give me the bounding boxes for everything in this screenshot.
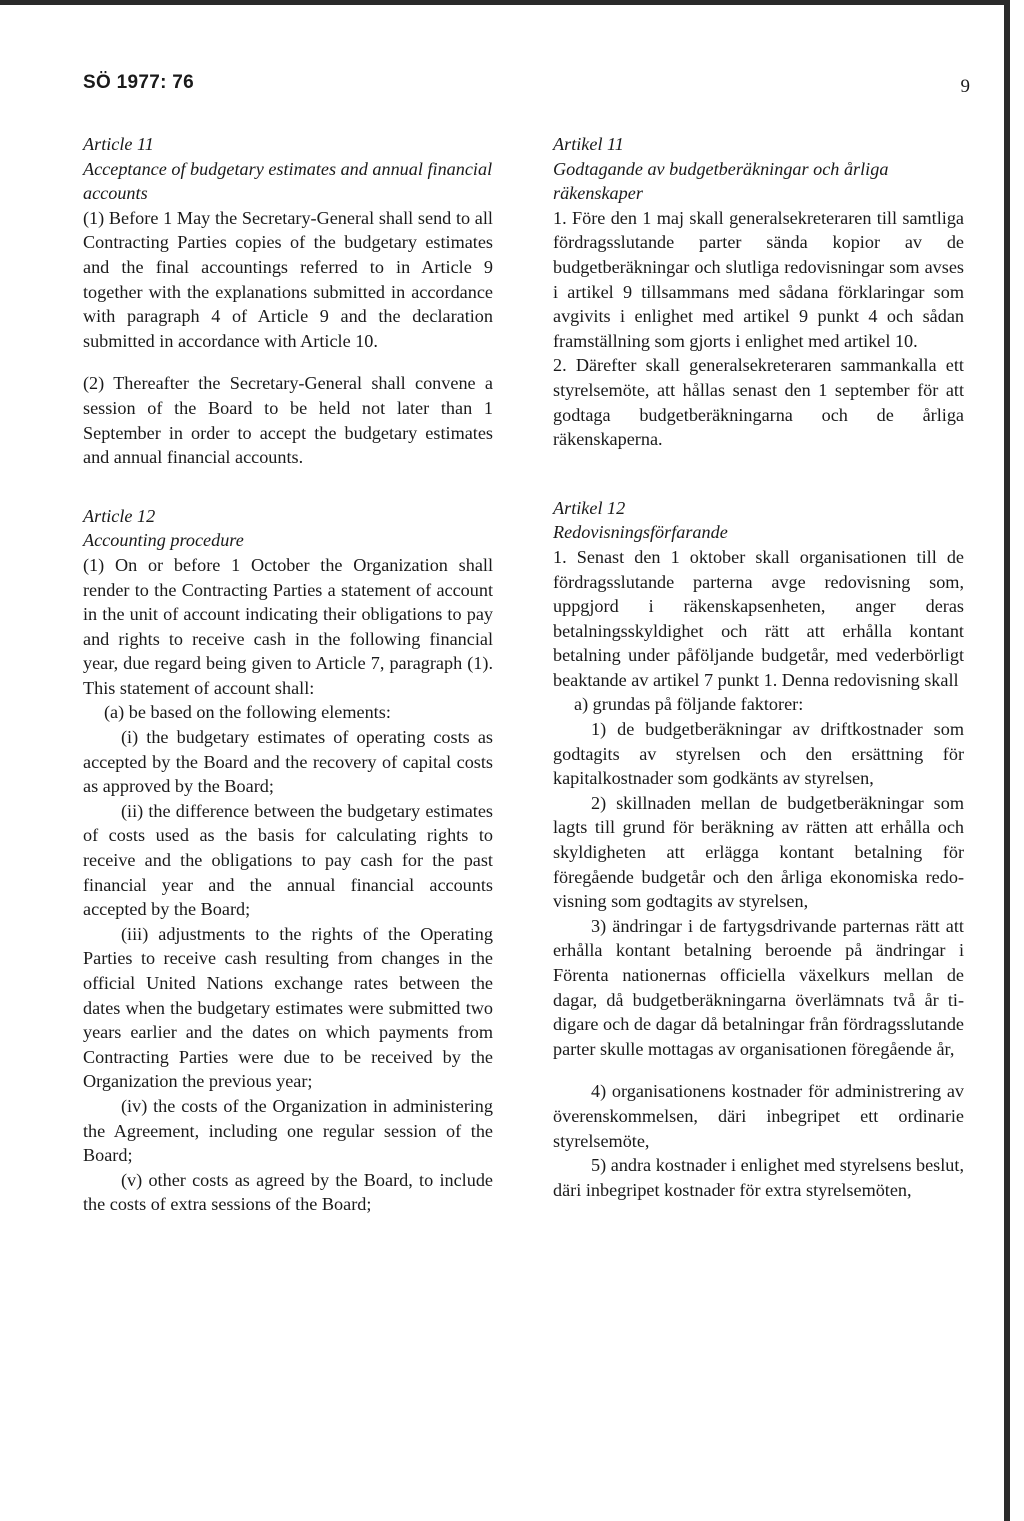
article-11-title: Article 11 bbox=[83, 134, 154, 154]
article-11-paragraph-2: (2) Thereafter the Secretary-General shall convene a session of the Board to be held not later than 1 September in order to accept the budgetary estimates and annual financial accounts. bbox=[83, 373, 493, 468]
artikel-12-item-2: 2) skillnaden mellan de budgetberäkningar som lagts till grund för beräkning av rätten att erhålla och skyldigheten att erlägga kontant betalning för föregående budgetår och den årliga ekonomiska redovisning som godtagits av styrelsen, bbox=[553, 792, 964, 912]
article-12-item-iv: (iv) the costs of the Organization in administering the Agreement, including one regular session of the Board; bbox=[83, 1095, 493, 1166]
artikel-11-subtitle: Godtagande av budgetberäkningar och årliga räkenskaper bbox=[553, 158, 889, 204]
page-edge-top bbox=[0, 0, 1010, 5]
article-12-item-iii: (iii) adjustments to the rights of the Operating Parties to receive cash resulting from changes in the official United Nations exchange rates between the dates when the budgetary estimates were submitted two years earlier and the dates on which payments from Contracting Parties were due to be received by the Organization the previous year; bbox=[83, 923, 493, 1092]
article-12-subtitle: Accounting procedure bbox=[83, 530, 244, 551]
article-12-title: Article 12 bbox=[83, 505, 156, 526]
article-11-subtitle: Acceptance of budgetary estimates and annual financial accounts bbox=[83, 158, 493, 204]
artikel-12-item-5: 5) andra kostnader i enlighet med styrelsens beslut, däri inbegripet kostnader för extra styrelsemöten, bbox=[553, 1155, 964, 1200]
artikel-12-title: Artikel 12 bbox=[553, 497, 626, 518]
artikel-11-title: Artikel 11 bbox=[553, 134, 624, 154]
page-edge-right bbox=[1004, 0, 1010, 1521]
artikel-12-item-1: 1) de budgetberäkningar av driftkostnader som godtagits av styrelsen och den ersättning för kapitalkostnader som godkänts av styrelsen, bbox=[553, 719, 964, 789]
artikel-12-item-3: 3) ändringar i de fartygsdrivande parternas rätt att erhålla kontant betalning beroende på ändringar i Förenta nationernas officiella växelkurs mellan de dagar, då budgetberäkningarna överlämnats två år tidigare och de dagar då betalningar från fördragsslutande parter skulle mottagas av organisationen föregående år, bbox=[553, 915, 964, 1059]
english-column bbox=[83, 132, 493, 1217]
page-number: 9 bbox=[960, 76, 970, 97]
article-12-item-v: (v) other costs as agreed by the Board, to include the costs of extra sessions of the Board; bbox=[83, 1169, 493, 1215]
article-12-item-a: (a) be based on the following elements: bbox=[104, 702, 391, 723]
artikel-12-item-a: a) grundas på följande faktorer: bbox=[574, 694, 804, 715]
artikel-12-item-4: 4) organisationens kostnader för administrering av överenskommelsen, däri inbegripet ett ordinarie styrelsemöte, bbox=[553, 1081, 964, 1151]
article-12-paragraph-1: (1) On or before 1 October the Organization shall render to the Contracting Parties a statement of account in the unit of account indicating their obligations to pay and rights to receive cash in the following financial year, due regard being given to Article 7, paragraph (1). This statement of account shall: bbox=[83, 554, 493, 698]
document-id: SÖ 1977: 76 bbox=[83, 72, 195, 93]
artikel-12-paragraph-1: 1. Senast den 1 oktober skall organisationen till de fördragsslutande parterna avge redovisning som, uppgjord i räkenskapsenheten, anger deras betalningsskyldighet och rätt att erhålla kontant betalning under påföljande budgetår, med vederbörligt beaktande av artikel 7 punkt 1. Denna redovisning skall bbox=[553, 546, 964, 690]
article-12-item-i: (i) the budgetary estimates of operating costs as accepted by the Board and the recovery of capital costs as approved by the Board; bbox=[83, 727, 493, 797]
swedish-column bbox=[553, 132, 964, 1202]
artikel-12-subtitle: Redovisningsförfarande bbox=[553, 522, 728, 543]
article-11-paragraph-1: (1) Before 1 May the Secretary-General shall send to all Contracting Parties copies of the budgetary estimates and the final accountings referred to in Article 9 together with the explanations submitted in accordance with paragraph 4 of Article 9 and the declaration submitted in accordance with Article 10. bbox=[83, 207, 493, 351]
artikel-11-paragraph-2: 2. Därefter skall generalsekreteraren sammankalla ett styrelsemöte, att hållas senast den 1 september för att godtaga budgetberäkningarna och de årliga räkenskaperna. bbox=[553, 355, 964, 450]
article-12-item-ii: (ii) the difference between the budgetary estimates of costs used as the basis for calculating rights to receive and the obligations to pay cash for the past financial year and the annual financial accounts accepted by the Board; bbox=[83, 800, 493, 920]
artikel-11-paragraph-1: 1. Före den 1 maj skall generalsekreteraren till samtliga fördragsslutande parter sända kopior av de budgetberäkningar och slutliga redovisningar som avses i artikel 9 tillsammans med sådana förklaringar som avgivits i enlighet med artikel 9 punkt 4 och sådan framställning som gjorts i enlighet med artikel 10. bbox=[553, 207, 964, 351]
